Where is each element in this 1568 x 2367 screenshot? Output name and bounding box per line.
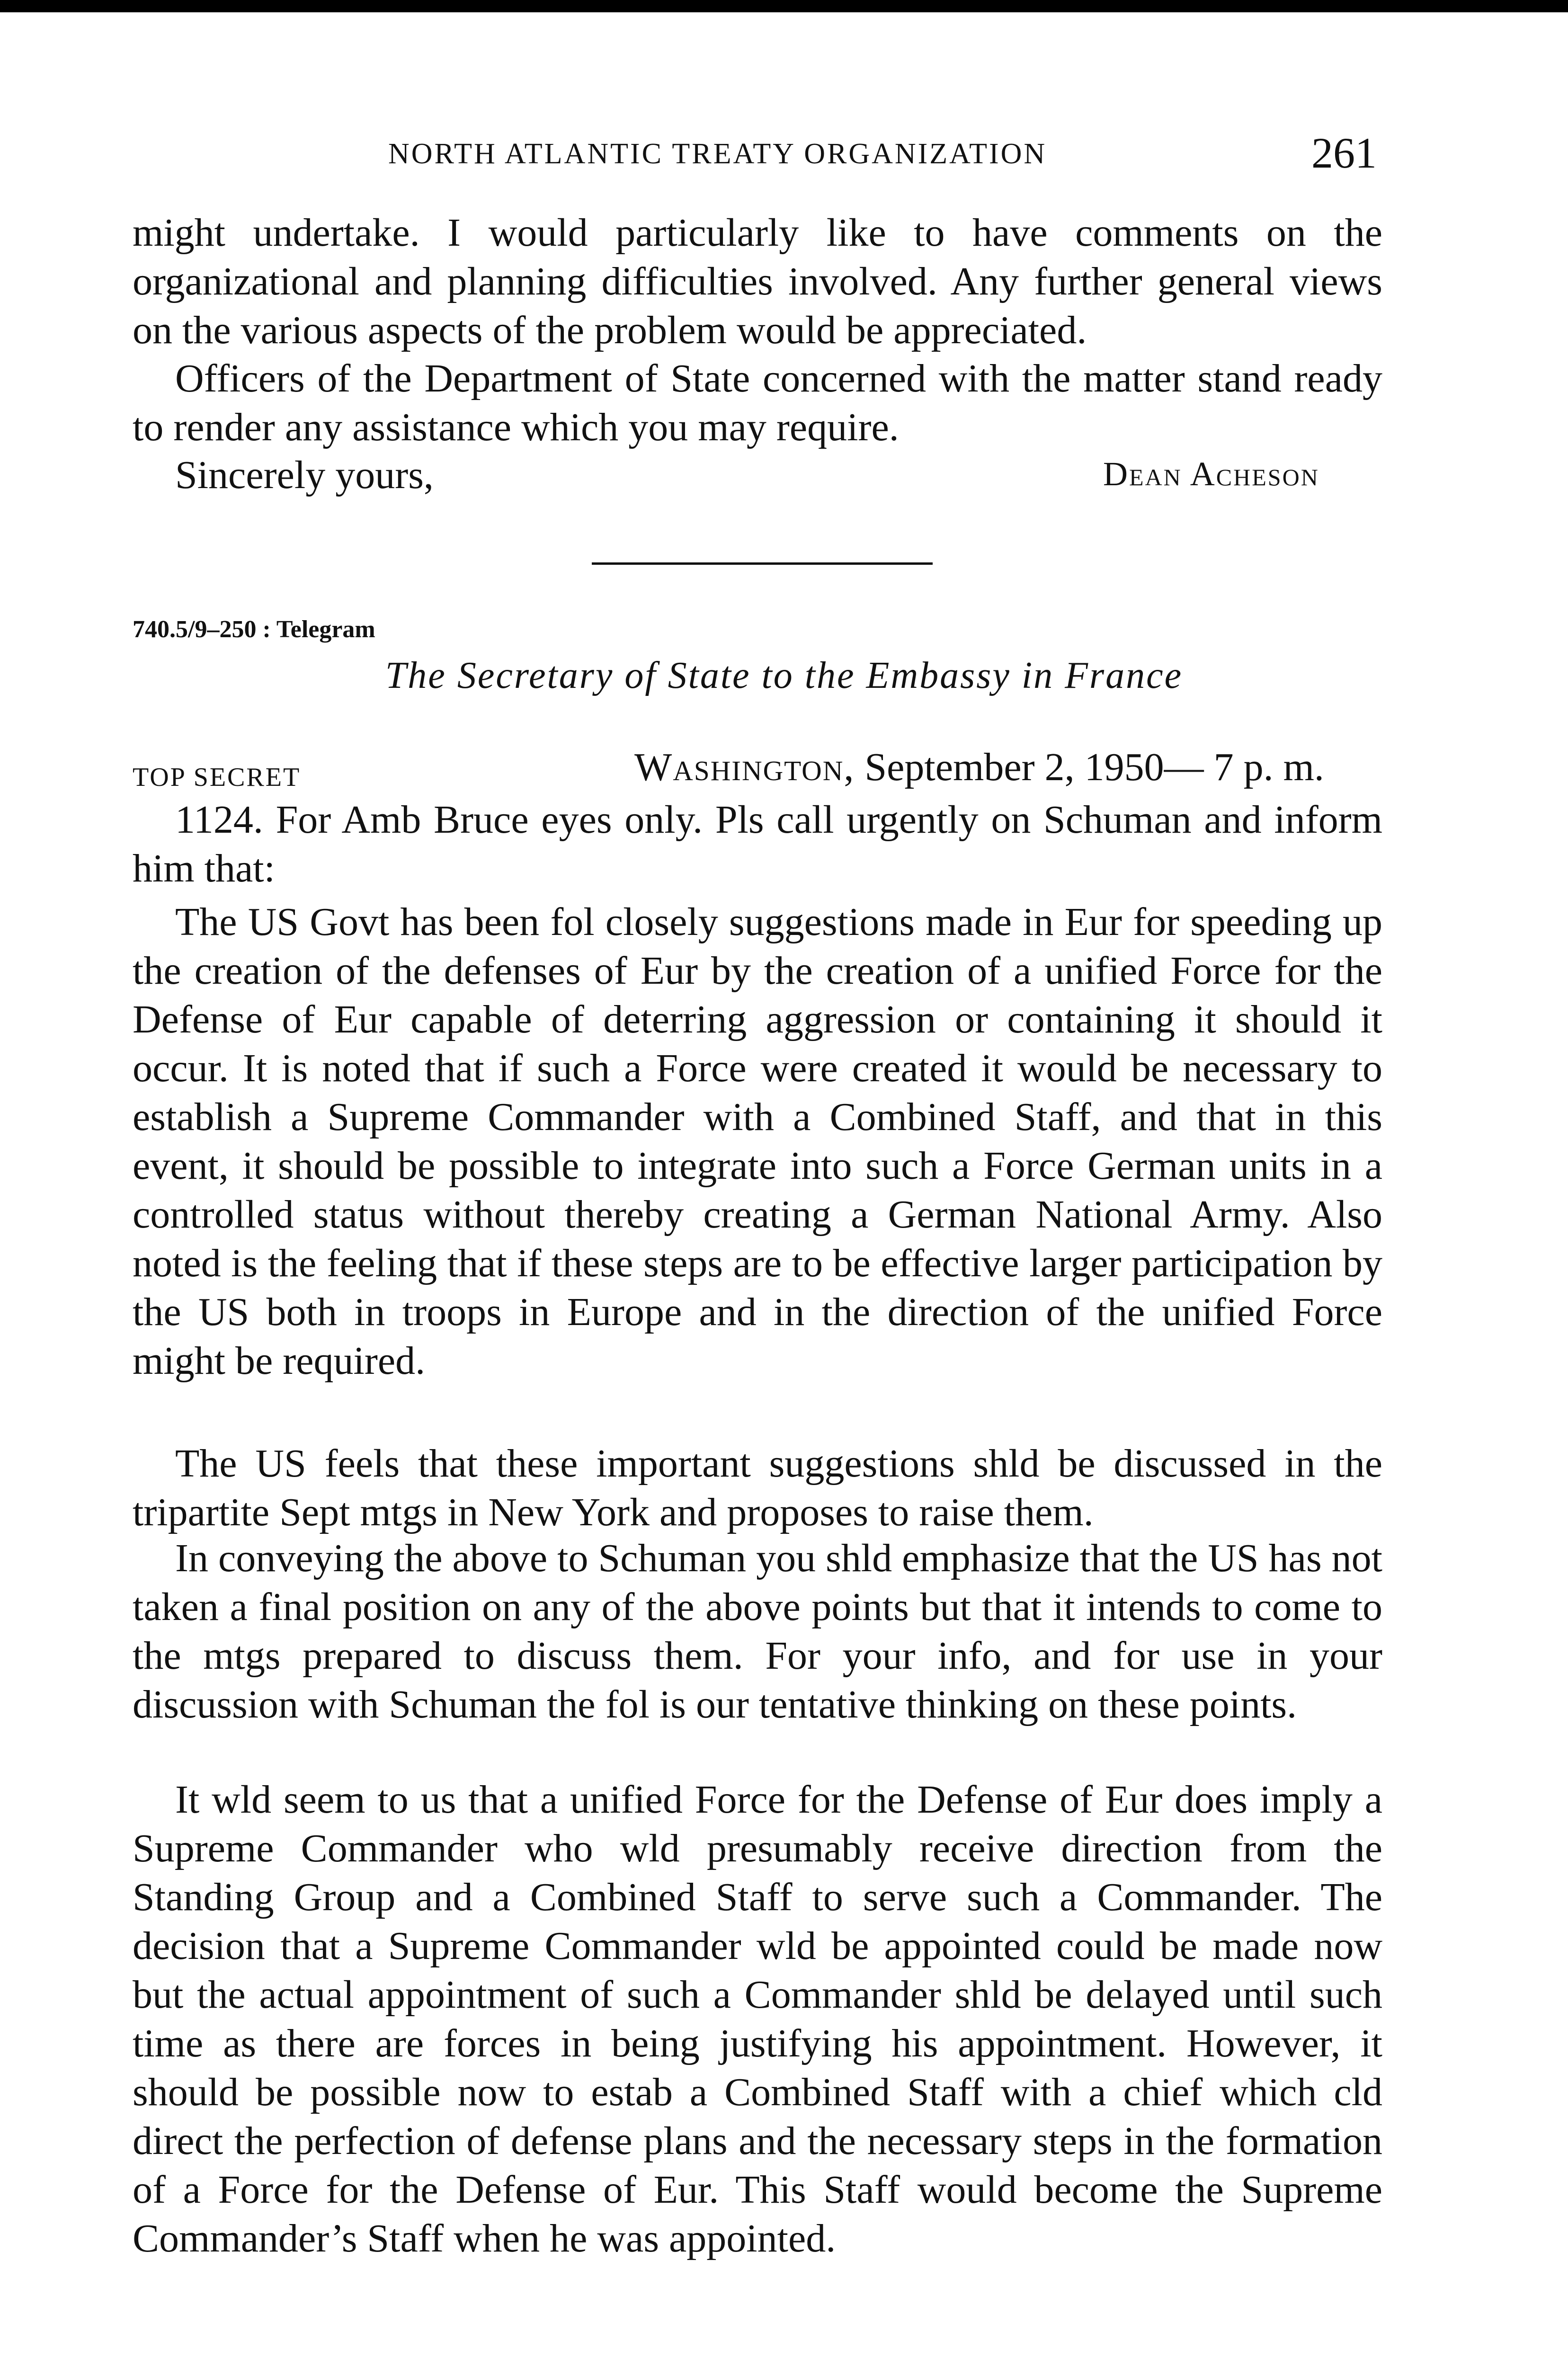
section-divider [592, 562, 933, 565]
running-title: NORTH ATLANTIC TREATY ORGANIZATION [388, 138, 1047, 170]
dateline [634, 744, 1382, 790]
telegram-paragraph-text: 1124. For Amb Bruce eyes only. Pls call urgently on Schuman and inform him that: [133, 798, 1382, 890]
telegram-paragraph-text: The US Govt has been fol closely suggestions made in Eur for speeding up the creation of the defenses of Eur by the creation of a unified Force for the Defense of Eur capable of deterring aggression or containing it should it occur. It is noted that if such a Force were created it would be necessary to establish a Supreme Commander with a Combined Staff, and that in this event, it should be possible to integrate into such a Force German units in a controlled status without thereby creating a German National Army. Also noted is the feeling that if these steps are to be effective larger participation by the US both in troops in Europe and in the direction of the unified Force might be required. [133, 900, 1382, 1383]
page-number: 261 [1311, 129, 1377, 177]
letter-paragraph-offer-text: Officers of the Department of State concerned with the matter stand ready to render any assistance which you may require. [133, 356, 1382, 449]
telegram-paragraph-text: The US feels that these important suggestions shld be discussed in the tripartite Sept mtgs in New York and proposes to raise them. [133, 1442, 1382, 1534]
telegram-paragraph-text: It wld seem to us that a unified Force for the Defense of Eur does imply a Supreme Commander who wld presumably receive direction from the Standing Group and a Combined Staff to serve such a Commander. The decision that a Supreme Commander wld be appointed could be made now but the actual appointment of such a Commander shld be delayed until such time as there are forces in being justifying his appointment. However, it should be possible now to estab a Combined Staff with a chief which cld direct the perfection of defense plans and the necessary steps in the formation of a Force for the Defense of Eur. This Staff would become the Supreme Commander’s Staff when he was appointed. [133, 1778, 1382, 2260]
telegram-paragraph [133, 898, 1382, 1385]
dateline-date: September 2, 1950— 7 p. m. [864, 745, 1324, 789]
telegram-paragraph [133, 795, 1382, 893]
telegram-paragraph [133, 1775, 1382, 2263]
running-header [0, 128, 1568, 185]
letter-closing: Sincerely yours, [175, 453, 434, 497]
letter-paragraph-continued: might undertake. I would particularly like to have comments on the organizational and planning difficulties involved. Any further general views on the various aspects of the problem would be appreciated. [133, 211, 1382, 352]
dateline-place: Washington, [634, 745, 855, 789]
letter-signature: Dean Acheson [1103, 455, 1319, 493]
telegram-paragraph [133, 1439, 1382, 1537]
telegram-paragraph-text: In conveying the above to Schuman you shld emphasize that the US has not taken a final position on any of the above points but that it intends to come to the mtgs prepared to discuss them. For your info, and for use in your discussion with Schuman the fol is our tentative thinking on these points. [133, 1536, 1382, 1726]
classification-marking: TOP SECRET [133, 763, 301, 792]
letter-paragraph-offer [133, 354, 1382, 452]
telegram-paragraph [133, 1534, 1382, 1729]
file-reference: 740.5/9–250 : Telegram [133, 616, 375, 643]
document-title: The Secretary of State to the Embassy in France [385, 655, 1183, 696]
page-top-border [0, 0, 1568, 12]
